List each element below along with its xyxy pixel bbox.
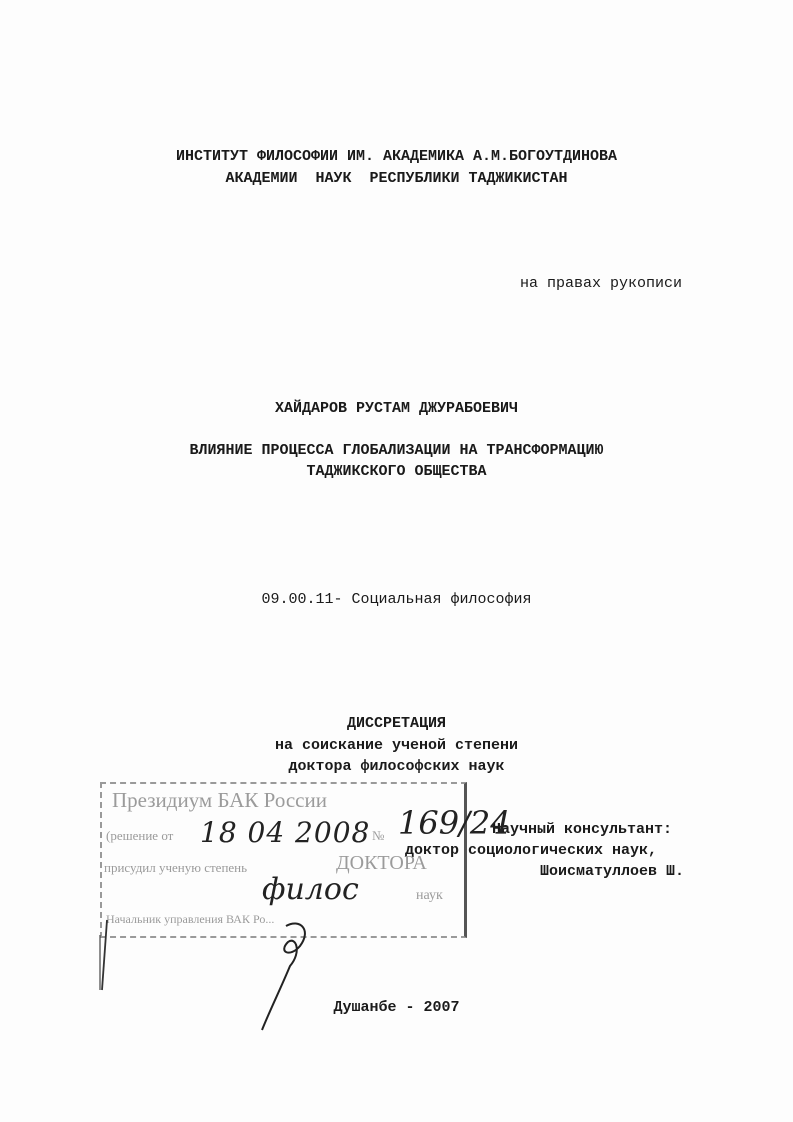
stamp-head-of-office: Начальник управления ВАК Ро... [106, 912, 275, 926]
degree-line-1: ДИССРЕТАЦИЯ [346, 715, 447, 732]
stamp-decision-prefix: (решение от [106, 828, 174, 843]
stamp-number-sign: № [372, 828, 385, 843]
specialty-code: 09.00.11- Социальная философия [261, 591, 532, 608]
dissertation-title-line-1: ВЛИЯНИЕ ПРОЦЕССА ГЛОБАЛИЗАЦИИ НА ТРАНСФОРМАЦИЮ [189, 442, 604, 459]
stamp-field-suffix: наук [416, 888, 443, 903]
city-year: Душанбе - 2007 [333, 999, 460, 1016]
stamp-heading: Президиум БАК России [112, 788, 327, 812]
handwritten-number: 169/24 [398, 804, 511, 842]
consultant-label: Научный консультант: [492, 821, 673, 838]
institute-line-1: ИНСТИТУТ ФИЛОСОФИИ ИМ. АКАДЕМИКА А.М.БОГОУТДИНОВА [175, 148, 618, 165]
manuscript-note: на правах рукописи [520, 275, 683, 292]
stamp-awarded-prefix: присудил ученую степень [104, 860, 248, 875]
degree-line-2: на соискание ученой степени [274, 737, 519, 754]
author-name: ХАЙДАРОВ РУСТАМ ДЖУРАБОЕВИЧ [274, 400, 519, 417]
consultant-name: Шоисматуллоев Ш. [540, 863, 685, 880]
dissertation-title-line-2: ТАДЖИКСКОГО ОБЩЕСТВА [306, 463, 487, 480]
degree-line-3: доктора философских наук [288, 758, 505, 775]
institute-line-2: АКАДЕМИИ НАУК РЕСПУБЛИКИ ТАДЖИКИСТАН [225, 170, 568, 187]
handwritten-date: 18 04 2008 [200, 816, 371, 849]
stamp-awarded-degree: ДОКТОРА [336, 852, 427, 874]
consultant-degree: доктор социологических наук, [405, 842, 658, 859]
handwritten-field: филос [262, 872, 359, 907]
